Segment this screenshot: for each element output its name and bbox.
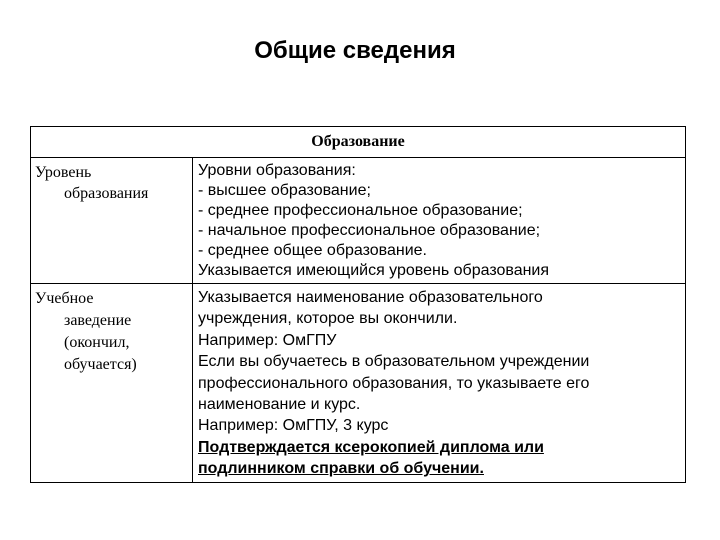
table-header-row	[31, 127, 686, 158]
label-line: образования	[64, 185, 149, 202]
label-line: (окончил,	[64, 334, 130, 351]
slide-title: Общие сведения	[254, 37, 456, 64]
content-line: - высшее образование;	[198, 182, 371, 199]
content-line: Например: ОмГПУ, 3 курс	[198, 417, 389, 435]
table-row-institution	[31, 284, 686, 483]
content-line: Если вы обучаетесь в образовательном учреждении	[198, 353, 590, 371]
label-line: заведение	[64, 312, 132, 329]
row-label	[31, 158, 193, 284]
content-line: Например: ОмГПУ	[198, 331, 337, 349]
row-content	[193, 158, 686, 284]
row-label	[31, 284, 193, 483]
table-row-education-level	[31, 158, 686, 284]
content-line: наименование и курс.	[198, 396, 361, 414]
emphasis-line: Подтверждается ксерокопией диплома или	[198, 438, 544, 456]
label-line: Учебное	[35, 290, 94, 307]
content-line: учреждения, которое вы окончили.	[198, 310, 458, 328]
content-line: - среднее общее образование.	[198, 242, 427, 259]
content-line: Указывается наименование образовательного	[198, 289, 543, 306]
emphasis-line: подлинником справки об обучении.	[198, 460, 484, 478]
content-line: Указывается имеющийся уровень образования	[198, 262, 550, 279]
label-line: Уровень	[35, 164, 92, 181]
content-line: профессионального образования, то указываете его	[198, 374, 590, 392]
content-line: Уровни образования:	[198, 162, 356, 179]
education-table	[30, 126, 686, 483]
table-header: Образование	[31, 127, 686, 158]
row-content	[193, 284, 686, 483]
content-line: - начальное профессиональное образование;	[198, 222, 541, 239]
content-line: - среднее профессиональное образование;	[198, 202, 523, 219]
label-line: обучается)	[64, 356, 137, 373]
